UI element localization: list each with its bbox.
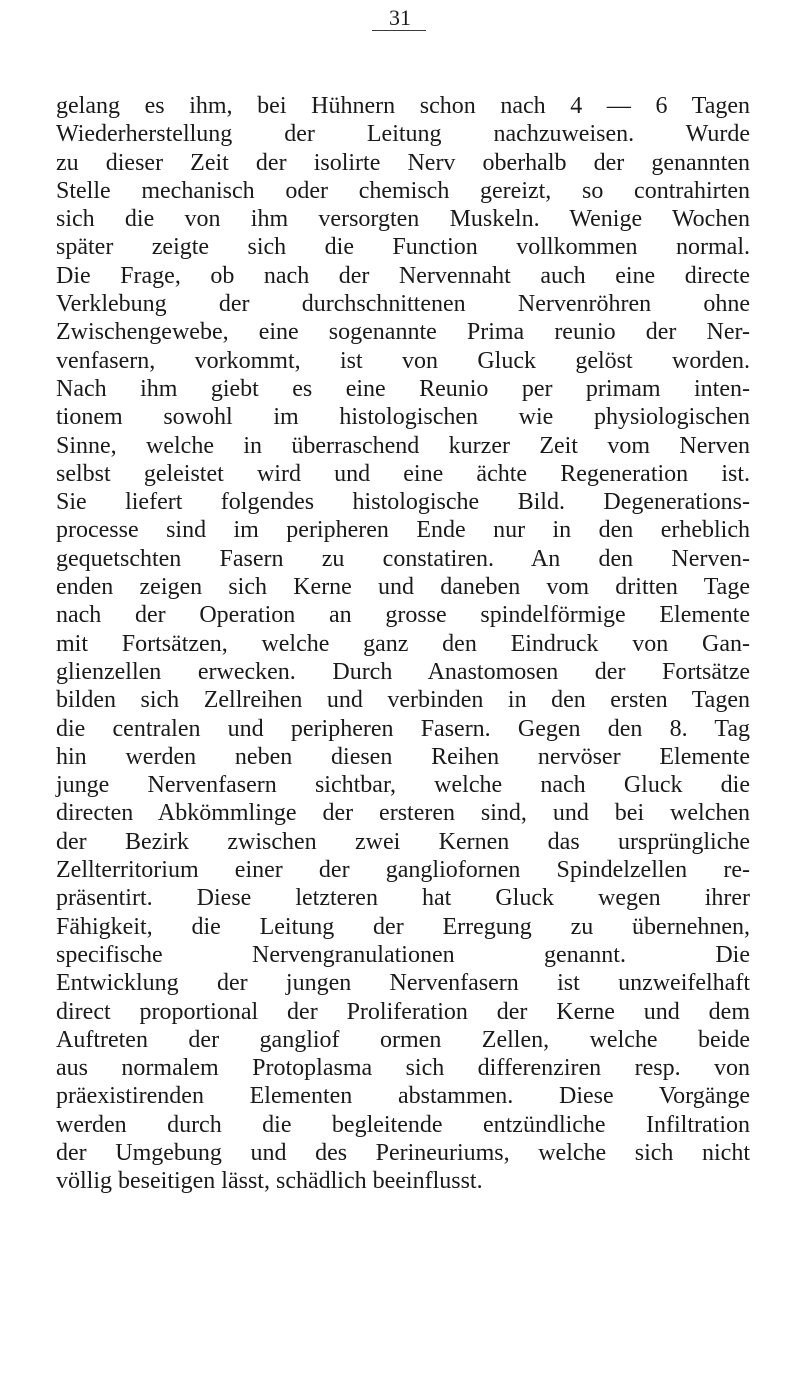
body-text [56, 92, 750, 1196]
text-line: Zellterritorium einer der gangliofornen Spindelzellen re- [56, 857, 750, 884]
text-line: werden durch die begleitende entzündliche Infiltration [56, 1111, 750, 1138]
text-line: aus normalem Protoplasma sich differenziren resp. von [56, 1055, 750, 1082]
text-line: die centralen und peripheren Fasern. Gegen den 8. Tag [56, 715, 750, 742]
text-line: präexistirenden Elementen abstammen. Diese Vorgänge [56, 1083, 750, 1110]
text-line: gelang es ihm, bei Hühnern schon nach 4 — 6 Tagen [56, 93, 750, 119]
text-line: tionem sowohl im histologischen wie physiologischen [56, 404, 750, 431]
text-line: Verklebung der durchschnittenen Nervenröhren ohne [56, 291, 750, 318]
text-line: zu dieser Zeit der isolirte Nerv oberhalb der genannten [56, 149, 750, 176]
text-line: präsentirt. Diese letzteren hat Gluck wegen ihrer [56, 885, 750, 912]
text-line: Sinne, welche in überraschend kurzer Zeit vom Nerven [56, 432, 750, 459]
text-line: enden zeigen sich Kerne und daneben vom dritten Tage [56, 574, 750, 601]
text-line: nach der Operation an grosse spindelförmige Elemente [56, 602, 750, 629]
text-line: mit Fortsätzen, welche ganz den Eindruck von Gan- [56, 630, 750, 657]
text-line: Die Frage, ob nach der Nervennaht auch eine directe [56, 262, 750, 289]
page-number-rule [372, 30, 426, 31]
text-line: selbst geleistet wird und eine ächte Regeneration ist. [56, 460, 750, 487]
text-line: Wiederherstellung der Leitung nachzuweisen. Wurde [56, 121, 750, 148]
text-line: Zwischengewebe, eine sogenannte Prima reunio der Ner- [56, 319, 750, 346]
text-line: Entwicklung der jungen Nervenfasern ist unzweifelhaft [56, 970, 750, 997]
text-line: Sie liefert folgendes histologische Bild. Degenerations- [56, 489, 750, 516]
text-line: der Bezirk zwischen zwei Kernen das ursprüngliche [56, 828, 750, 855]
text-line: venfasern, vorkommt, ist von Gluck gelöst worden. [56, 347, 750, 374]
text-line: directen Abkömmlinge der ersteren sind, und bei welchen [56, 800, 750, 827]
text-line: der Umgebung und des Perineuriums, welche sich nicht [56, 1139, 750, 1166]
page-number: 31 [389, 5, 411, 30]
text-line: sich die von ihm versorgten Muskeln. Wenige Wochen [56, 206, 750, 233]
text-line: specifische Nervengranulationen genannt. Die [56, 941, 750, 968]
text-line: später zeigte sich die Function vollkommen normal. [56, 234, 750, 261]
text-line: direct proportional der Proliferation der Kerne und dem [56, 998, 750, 1025]
text-line: Stelle mechanisch oder chemisch gereizt, so contrahirten [56, 177, 750, 204]
text-line: Fähigkeit, die Leitung der Erregung zu übernehnen, [56, 913, 750, 940]
text-line: völlig beseitigen lässt, schädlich beeinflusst. [56, 1168, 483, 1195]
text-line: processe sind im peripheren Ende nur in den erheblich [56, 517, 750, 544]
text-line: bilden sich Zellreihen und verbinden in den ersten Tagen [56, 687, 750, 714]
text-line: hin werden neben diesen Reihen nervöser Elemente [56, 743, 750, 770]
text-line: Auftreten der gangliof ormen Zellen, welche beide [56, 1026, 750, 1053]
text-line: junge Nervenfasern sichtbar, welche nach Gluck die [56, 772, 750, 799]
text-line: gequetschten Fasern zu constatiren. An den Nerven- [56, 545, 750, 572]
text-line: Nach ihm giebt es eine Reunio per primam inten- [56, 375, 750, 402]
text-line: glienzellen erwecken. Durch Anastomosen der Fortsätze [56, 658, 750, 685]
